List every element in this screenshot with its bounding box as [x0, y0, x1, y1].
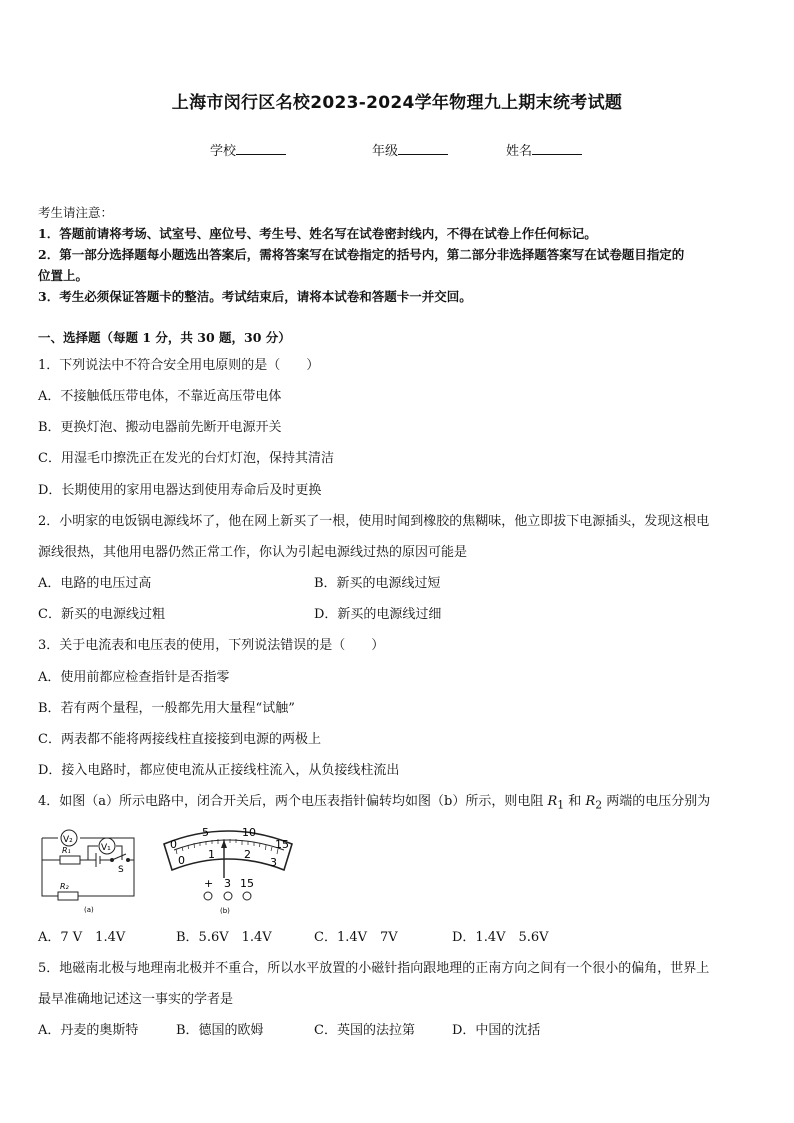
- q2-option-c: C．新买的电源线过粗: [38, 607, 165, 622]
- name-label: 姓名: [506, 144, 533, 159]
- lower-scale-3: 3: [270, 856, 277, 869]
- notice-item: 位置上。: [38, 268, 89, 283]
- figure-b-caption: (b): [220, 907, 230, 915]
- q5-option-c: C．英国的法拉第: [314, 1023, 415, 1038]
- terminal-3: 3: [224, 877, 231, 890]
- q5-option-b: B．德国的欧姆: [176, 1023, 264, 1038]
- r1-label: R₁: [62, 846, 71, 855]
- name-blank[interactable]: [532, 142, 582, 155]
- figure-a-caption: (a): [84, 906, 94, 914]
- lower-scale-1: 1: [208, 848, 215, 861]
- q3-option-a: A．使用前都应检查指针是否指零: [38, 670, 230, 685]
- q4-option-b: B．5.6V 1.4V: [176, 930, 272, 945]
- grade-field[interactable]: [372, 140, 448, 159]
- r2-label: R₂: [60, 882, 69, 891]
- q2-option-b: B．新买的电源线过短: [314, 576, 441, 591]
- switch-label: S: [118, 865, 124, 875]
- question-2-stem: 2．小明家的电饭锅电源线坏了，他在网上新买了一根，使用时闻到橡胶的焦糊味，他立即拔下电源插头，发现这根电: [38, 514, 710, 529]
- notice-item: 3．考生必须保证答题卡的整洁。考试结束后，请将本试卷和答题卡一并交回。: [38, 289, 472, 304]
- q3-option-c: C．两表都不能将两接线柱直接接到电源的两极上: [38, 732, 321, 747]
- q4-option-a: A．7 V 1.4V: [38, 930, 126, 945]
- question-2-stem-cont: 源线很热，其他用电器仍然正常工作，你认为引起电源线过热的原因可能是: [38, 545, 468, 560]
- notice-item: 1．答题前请将考场、试室号、座位号、考生号、姓名写在试卷密封线内，不得在试卷上作任何标记。: [38, 226, 597, 241]
- v2-label: V₂: [63, 835, 73, 845]
- upper-scale-10: 10: [242, 826, 256, 839]
- lower-scale-2: 2: [244, 848, 251, 861]
- page-title: 上海市闵行区名校2023-2024学年物理九上期末统考试题: [171, 93, 623, 113]
- notice-item: 2．第一部分选择题每小题选出答案后，需将答案写在试卷指定的括号内，第二部分非选择题答案写在试卷题目指定的: [38, 247, 685, 262]
- upper-scale-5: 5: [202, 826, 209, 839]
- grade-label: 年级: [372, 144, 399, 159]
- q1-option-b: B．更换灯泡、搬动电器前先断开电源开关: [38, 420, 282, 435]
- school-blank[interactable]: [236, 142, 286, 155]
- section-heading: 一、选择题（每题 1 分，共 30 题，30 分）: [38, 330, 291, 345]
- school-field[interactable]: [210, 140, 286, 159]
- grade-blank[interactable]: [398, 142, 448, 155]
- q4-option-d: D．1.4V 5.6V: [452, 930, 549, 945]
- q2-option-d: D．新买的电源线过细: [314, 607, 442, 622]
- q1-option-a: A．不接触低压带电体，不靠近高压带电体: [38, 389, 282, 404]
- q5-option-a: A．丹麦的奥斯特: [38, 1023, 139, 1038]
- question-3-stem: 3．关于电流表和电压表的使用，下列说法错误的是（ ）: [38, 638, 385, 653]
- upper-scale-15: 15: [275, 838, 289, 851]
- q3-option-d: D．接入电路时，都应使电流从正接线柱流入，从负接线柱流出: [38, 763, 400, 778]
- q2-option-a: A．电路的电压过高: [38, 576, 152, 591]
- question-5-stem-cont: 最早准确地记述这一事实的学者是: [38, 992, 234, 1007]
- notice-heading: 考生请注意：: [38, 205, 114, 220]
- voltmeter-dial-b: [158, 824, 298, 916]
- lower-scale-0: 0: [178, 854, 185, 867]
- q4-option-c: C．1.4V 7V: [314, 930, 398, 945]
- question-4-stem: 4．如图（a）所示电路中，闭合开关后，两个电压表指针偏转均如图（b）所示，则电阻 $R_1$ 和 $R_2$ 两端的电压分别为: [38, 794, 711, 812]
- v1-label: V₁: [101, 843, 111, 853]
- terminal-15: 15: [240, 877, 254, 890]
- q1-option-d: D．长期使用的家用电器达到使用寿命后及时更换: [38, 483, 322, 498]
- q1-option-c: C．用湿毛巾擦洗正在发光的台灯灯泡，保持其清洁: [38, 451, 334, 466]
- q5-option-d: D．中国的沈括: [452, 1023, 541, 1038]
- school-label: 学校: [210, 144, 237, 159]
- question-1-stem: 1．下列说法中不符合安全用电原则的是（ ）: [38, 358, 320, 373]
- circuit-diagram-a: [36, 820, 146, 916]
- name-field[interactable]: [506, 140, 582, 159]
- upper-scale-0: 0: [170, 838, 177, 851]
- terminal-plus: +: [204, 877, 214, 890]
- q3-option-b: B．若有两个量程，一般都先用大量程“试触”: [38, 701, 295, 716]
- question-5-stem: 5．地磁南北极与地理南北极并不重合，所以水平放置的小磁针指向跟地理的正南方向之间有一个很小的偏角，世界上: [38, 961, 710, 976]
